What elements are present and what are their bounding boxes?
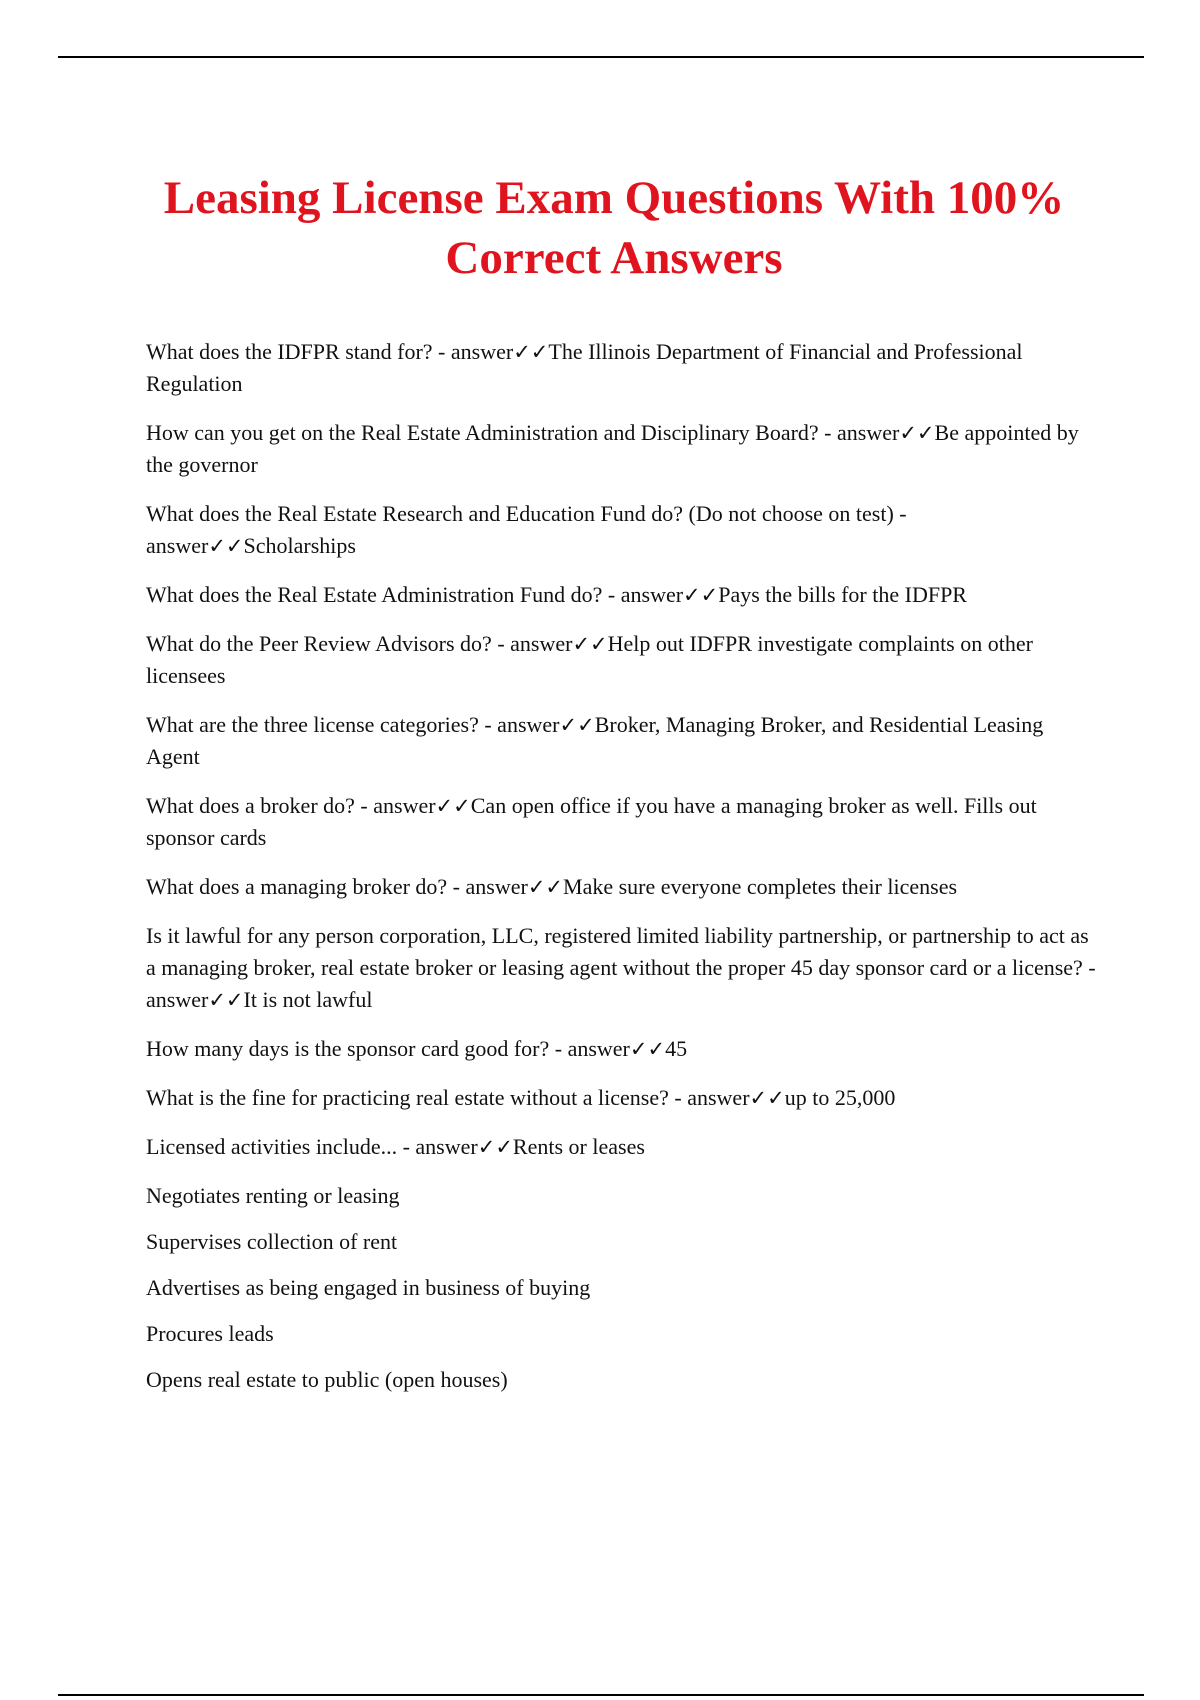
question-text: How can you get on the Real Estate Administration and Disciplinary Board? - answer [146,420,900,445]
qa-item [146,790,1101,854]
check-mark-icon: ✓✓ [208,988,244,1012]
qa-item [146,871,1101,903]
qa-item [146,417,1101,481]
check-mark-icon: ✓✓ [208,534,244,558]
qa-content [146,336,1101,1410]
check-mark-icon: ✓✓ [527,875,564,899]
check-mark-icon: ✓✓ [749,1086,785,1110]
question-text: How many days is the sponsor card good for? - answer [146,1036,630,1061]
check-mark-icon: ✓✓ [477,1135,513,1159]
question-text: What do the Peer Review Advisors do? - answer [146,631,573,656]
question-text: What does the Real Estate Administration Fund do? - answer [146,582,684,607]
answer-text: 45 [665,1036,688,1061]
answer-text: Be appointed by the governor [146,420,1079,477]
question-text: What does the Real Estate Research and Education Fund do? (Do not choose on test) - answer [146,501,907,558]
question-text: Is it lawful for any person corporation, LLC, registered limited liability partnership, or partnership to act as a managing broker, real estate broker or leasing agent without the proper 45 day sponsor card or a license? - answer [146,923,1096,1012]
answer-text: Broker, Managing Broker, and Residential Leasing Agent [146,712,1044,769]
list-item: Supervises collection of rent [146,1229,398,1254]
list-item: Procures leads [146,1321,274,1346]
answer-text: The Illinois Department of Financial and Professional Regulation [146,339,1023,396]
qa-item [146,709,1101,773]
top-rule [58,56,1144,58]
answer-text: Help out IDFPR investigate complaints on other licensees [146,631,1033,688]
question-text: What are the three license categories? - answer [146,712,560,737]
check-mark-icon: ✓✓ [683,583,719,607]
check-mark-icon: ✓✓ [435,794,471,818]
qa-item [146,628,1101,692]
qa-item [146,1131,1101,1163]
answer-text: It is not lawful [243,987,373,1012]
qa-item [146,1033,1101,1065]
answer-text: Scholarships [243,533,356,558]
answer-text: Make sure everyone completes their licenses [563,874,958,899]
question-text: What does a broker do? - answer [146,793,436,818]
question-text: What is the fine for practicing real estate without a license? - answer [146,1085,750,1110]
question-text: Licensed activities include... - answer [146,1134,478,1159]
question-text: What does the IDFPR stand for? - answer [146,339,514,364]
question-text: What does a managing broker do? - answer [146,874,528,899]
bottom-rule [58,1694,1144,1696]
answer-text: Rents or leases [512,1134,645,1159]
check-mark-icon: ✓✓ [629,1037,666,1061]
list-item: Advertises as being engaged in business of buying [146,1275,591,1300]
qa-item [146,1082,1101,1114]
answer-text: Can open office if you have a managing broker as well. Fills out sponsor cards [146,793,1037,850]
qa-item [146,336,1101,400]
list-item: Opens real estate to public (open houses) [146,1367,508,1392]
answer-text: Pays the bills for the IDFPR [718,582,967,607]
qa-item [146,498,1101,562]
check-mark-icon: ✓✓ [572,632,608,656]
list-item: Negotiates renting or leasing [146,1183,400,1208]
check-mark-icon: ✓✓ [559,713,595,737]
document-title: Leasing License Exam Questions With 100% Correct Answers [163,172,1065,284]
qa-item [146,579,1101,611]
qa-item [146,920,1101,1016]
check-mark-icon: ✓✓ [899,421,935,445]
check-mark-icon: ✓✓ [513,340,549,364]
answer-text: up to 25,000 [784,1085,896,1110]
